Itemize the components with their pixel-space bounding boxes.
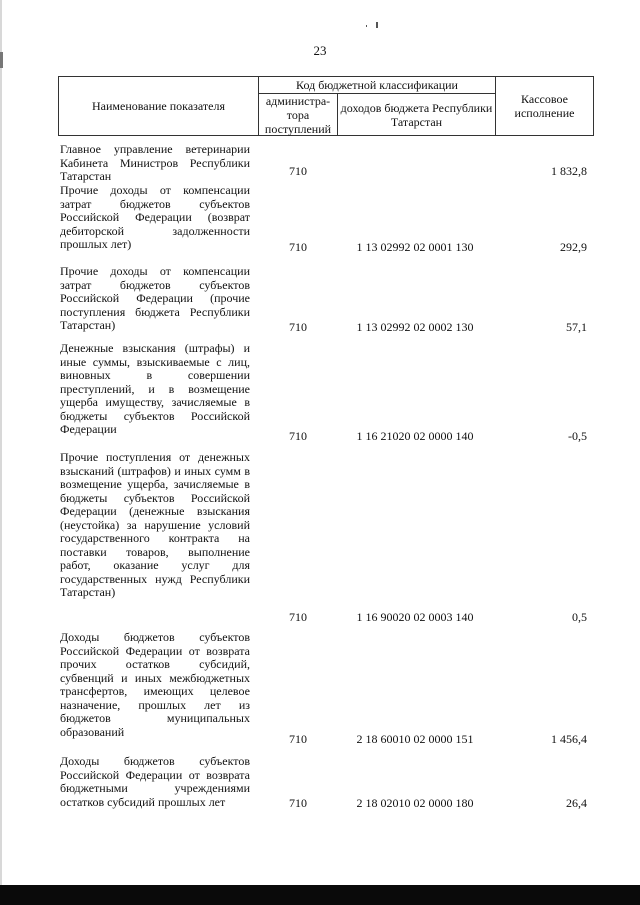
header-name-column: Наименование показателя — [92, 99, 225, 113]
header-income-column: доходов бюджета Республики Татарстан — [340, 100, 493, 129]
row-admin-code: 710 — [289, 610, 307, 624]
row-admin-code: 710 — [289, 732, 307, 746]
row-admin-code: 710 — [289, 320, 307, 334]
row-name: Доходы бюджетов субъектов Российской Федерации от возврата бюджетными учреждениями остатков субсидий прошлых лет — [60, 754, 250, 809]
row-admin-code: 710 — [289, 164, 307, 178]
row-amount: 292,9 — [560, 240, 587, 254]
row-name: Денежные взыскания (штрафы) и иные суммы, взыскиваемые с лиц, виновных в совершении преступлений, и в возмещение ущерба имуществу, зачисляемые в бюджеты субъектов Российской Федерации — [60, 341, 250, 436]
row-name: Прочие доходы от компенсации затрат бюджетов субъектов Российской Федерации (возврат дебиторской задолженности прошлых лет) — [60, 183, 250, 251]
row-amount: 1 832,8 — [551, 164, 587, 178]
row-name: Прочие доходы от компенсации затрат бюджетов субъектов Российской Федерации (прочие поступления бюджета Республики Татарстан) — [60, 264, 250, 332]
header-amount-column: Кассовое исполнение — [514, 92, 575, 120]
scan-left-edge — [0, 0, 2, 905]
row-income-code: 2 18 02010 02 0000 180 — [356, 796, 474, 810]
row-income-code: 1 16 21020 02 0000 140 — [356, 429, 474, 443]
page-number: 23 — [313, 43, 327, 58]
scan-bottom-edge — [0, 885, 640, 905]
row-income-code: 1 16 90020 02 0003 140 — [356, 610, 474, 624]
scan-speck — [366, 25, 367, 27]
row-amount: 0,5 — [572, 610, 587, 624]
scan-speck — [376, 22, 378, 28]
table-header — [58, 76, 594, 136]
row-admin-code: 710 — [289, 796, 307, 810]
row-income-code: 1 13 02992 02 0001 130 — [356, 240, 474, 254]
row-admin-code: 710 — [289, 429, 307, 443]
row-amount: 57,1 — [566, 320, 587, 334]
row-name: Главное управление ветеринарии Кабинета Министров Республики Татарстан — [60, 142, 250, 183]
row-amount: -0,5 — [568, 429, 587, 443]
row-amount: 1 456,4 — [551, 732, 587, 746]
row-admin-code: 710 — [289, 240, 307, 254]
row-income-code: 2 18 60010 02 0000 151 — [356, 732, 474, 746]
row-name: Доходы бюджетов субъектов Российской Федерации от возврата прочих остатков субсидий, субвенций и иных межбюджетных трансфертов, имеющих целевое назначение, прошлых лет из бюджетов муниципальных образований — [60, 630, 250, 739]
header-admin-column: администра-тора поступлений — [264, 93, 332, 136]
row-name: Прочие поступления от денежных взысканий (штрафов) и иных сумм в возмещение ущерба, зачисляемые в бюджеты субъектов Российской Федерации (денежные взыскания (неустойка) за нарушение условий государственного контракта на поставки товаров, выполнение работ, оказание услуг для государственных нужд Республики Татарстан) — [60, 450, 250, 599]
header-classification-group: Код бюджетной классификации — [296, 78, 458, 92]
row-income-code: 1 13 02992 02 0002 130 — [356, 320, 474, 334]
row-amount: 26,4 — [566, 796, 587, 810]
